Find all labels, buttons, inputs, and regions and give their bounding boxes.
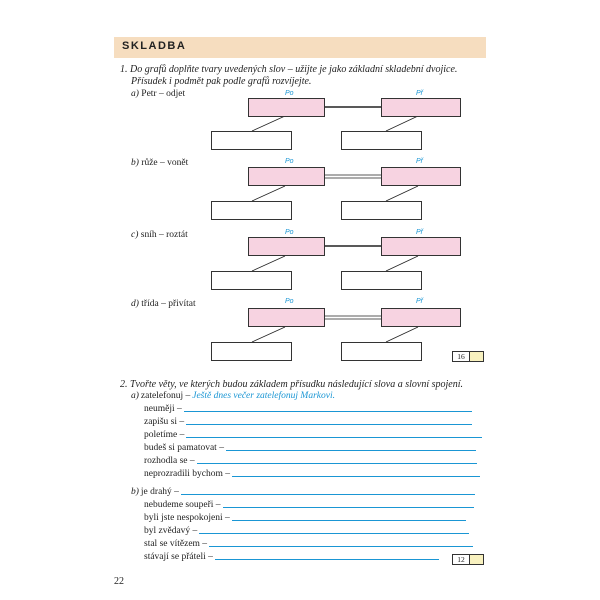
row-label: stal se vítězem –: [144, 539, 208, 549]
group-a-letter: a): [131, 391, 139, 401]
exercise2-instruction: 2. Tvořte věty, ve kterých budou základem přísudku následující slova a slovní spojení.: [120, 379, 463, 390]
tag-predicate: Př: [416, 158, 423, 165]
subject-modifier-box[interactable]: [211, 201, 292, 220]
subject-modifier-box[interactable]: [211, 131, 292, 150]
answer-line[interactable]: [226, 450, 476, 451]
row-label: neuměji –: [144, 404, 182, 414]
answer-row: [144, 513, 466, 523]
answer-line[interactable]: [186, 424, 472, 425]
row-label: zapišu si –: [144, 417, 185, 427]
row-label: je drahý –: [140, 487, 179, 497]
answer-row: [144, 469, 480, 479]
answer-row: [144, 526, 469, 536]
predicate-modifier-box[interactable]: [341, 201, 422, 220]
answer-row: [144, 552, 439, 562]
answer-row: [144, 500, 474, 510]
diagram-c-label: c) sníh – roztát: [131, 230, 188, 240]
row-label: byl zvědavý –: [144, 526, 198, 536]
tag-predicate: Př: [416, 90, 423, 97]
answer-row: [144, 417, 472, 427]
tag-predicate: Př: [416, 298, 423, 305]
exercise1-score: [452, 351, 484, 362]
row-label: poletíme –: [144, 430, 185, 440]
diagram-b-label: b) růže – vonět: [131, 158, 189, 168]
answer-line[interactable]: [223, 507, 474, 508]
row-label: stávají se přáteli –: [144, 552, 213, 562]
section-title: SKLADBA: [122, 40, 187, 52]
predicate-box[interactable]: [381, 237, 461, 256]
tag-subject: Po: [285, 298, 294, 305]
predicate-modifier-box[interactable]: [341, 271, 422, 290]
answer-line[interactable]: [181, 494, 475, 495]
group-b-letter: b): [131, 487, 139, 497]
tag-predicate: Př: [416, 229, 423, 236]
subject-modifier-box[interactable]: [211, 342, 292, 361]
tag-subject: Po: [285, 158, 294, 165]
diagram-d-label: d) třída – přivítat: [131, 299, 196, 309]
answer-row: [144, 404, 472, 414]
answer-line[interactable]: [209, 546, 473, 547]
answer-line[interactable]: [184, 411, 472, 412]
row-label: byli jste nespokojeni –: [144, 513, 230, 523]
answer-line[interactable]: [232, 476, 480, 477]
score-number: 16: [452, 351, 470, 362]
subject-box[interactable]: [248, 167, 325, 186]
answer-line[interactable]: [232, 520, 466, 521]
page-number: 22: [114, 576, 124, 587]
exercise1-instruction-line1: 1. Do grafů doplňte tvary uvedených slov – užijte je jako základní skladební dvojice.: [120, 64, 458, 75]
predicate-modifier-box[interactable]: [341, 131, 422, 150]
exercise2-score: [452, 554, 484, 565]
score-input[interactable]: [470, 351, 484, 362]
exercise1-instruction-line2: Přísudek i podmět pak podle grafů rozvíjejte.: [131, 76, 312, 87]
diagram-a-label: a) Petr – odjet: [131, 89, 186, 99]
answer-line[interactable]: [197, 463, 477, 464]
predicate-box[interactable]: [381, 98, 461, 117]
answer-row: [131, 391, 335, 401]
row-label: zatelefonuj –: [140, 391, 191, 401]
predicate-box[interactable]: [381, 308, 461, 327]
row-label: rozhodla se –: [144, 456, 195, 466]
score-number: 12: [452, 554, 470, 565]
subject-modifier-box[interactable]: [211, 271, 292, 290]
answer-line[interactable]: [186, 437, 482, 438]
answer-line[interactable]: [199, 533, 469, 534]
row-label: budeš si pamatovat –: [144, 443, 224, 453]
subject-box[interactable]: [248, 308, 325, 327]
predicate-modifier-box[interactable]: [341, 342, 422, 361]
tag-subject: Po: [285, 229, 294, 236]
answer-row: [144, 456, 477, 466]
answer-line[interactable]: [215, 559, 439, 560]
sample-answer: Ještě dnes večer zatelefonuj Markovi.: [192, 391, 335, 401]
tag-subject: Po: [285, 90, 294, 97]
row-label: nebudeme soupeři –: [144, 500, 221, 510]
answer-row: [144, 539, 473, 549]
answer-row: [144, 443, 476, 453]
subject-box[interactable]: [248, 98, 325, 117]
answer-row: [144, 430, 482, 440]
row-label: neprozradili bychom –: [144, 469, 231, 479]
section-header: [114, 37, 486, 58]
score-input[interactable]: [470, 554, 484, 565]
predicate-box[interactable]: [381, 167, 461, 186]
subject-box[interactable]: [248, 237, 325, 256]
answer-row: [131, 487, 475, 497]
